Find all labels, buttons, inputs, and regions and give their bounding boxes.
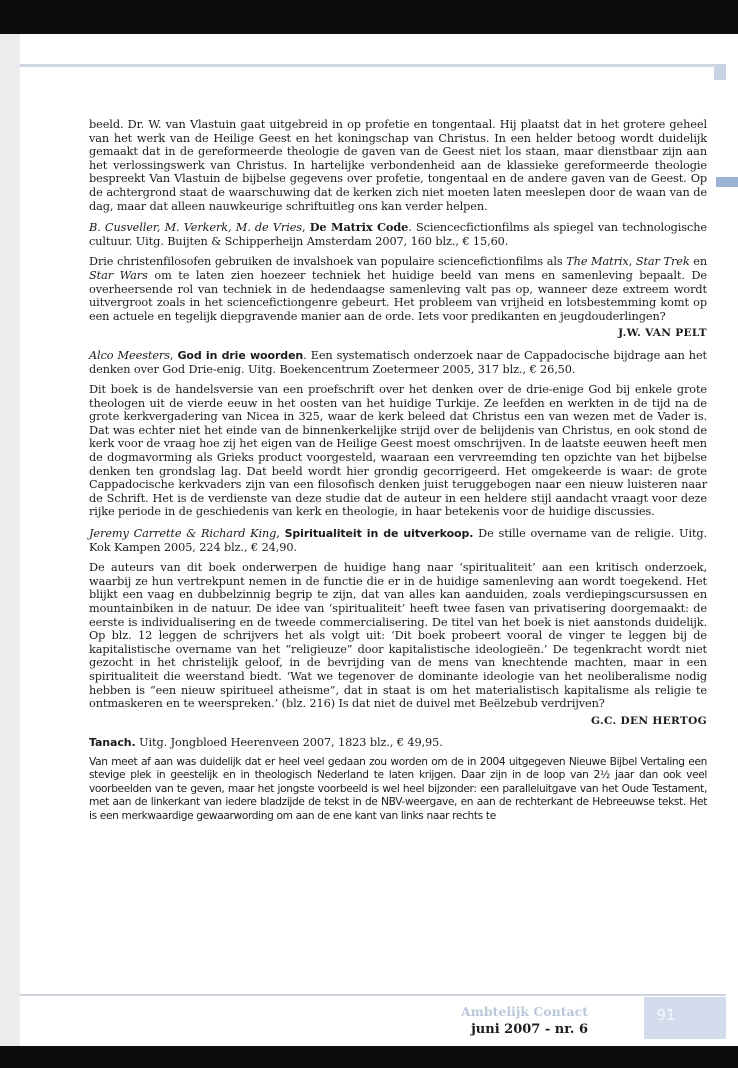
page-number: 91 — [656, 1006, 676, 1024]
review-title: Tanach. — [89, 736, 136, 750]
article-body — [89, 118, 707, 831]
scan-border-top — [0, 0, 738, 34]
review-body-god: Dit boek is de handelsversie van een proefschrift over het denken over de drie-enige God bij enkele grote theologen uit de vierde eeuw in het oosten van het huidige Turkije. Ze leefden en werkten in de tijd na de grote kerkvergadering van Nicea in 325, waar de kerk beleed dat Christus een van wezen met de Vader is. Dat was echter niet het einde van de binnenkerkelijke strijd over de belijdenis van Christus, en ook stond de kerk voor de vraag hoe zij het eigen van de Heilige Geest moest omschrijven. In de laatste eeuwen heeft men de dogmavorming als Grieks product voorgesteld, waaraan een vervreemding ten opzichte van het bijbelse denken ten grondslag lag. Dat beeld wordt hier grondig gecorrigeerd. Het omgekeerde is waar: de grote Cappadocische kerkvaders zijn van een filosofisch denken juist teruggebogen naar een nieuw luisteren naar de Schrift. Het is de verdienste van deze studie dat de auteur in een heldere stijl aandacht vraagt voor deze rijke periode in de geschiedenis van kerk en theologie, in haar betekenis voor de huidige discussies. — [89, 383, 707, 519]
margin-marker — [716, 177, 738, 187]
review-details: . Een systematisch onderzoek naar de Cappadocische bijdrage aan het denken over God Drie-enig. Uitg. Boekencentrum Zoetermeer 2005, 317 blz., € 26,50. — [89, 348, 707, 376]
review-title: Spiritualiteit in de uitverkoop. — [284, 527, 474, 541]
review-heading-tanach — [89, 736, 707, 750]
scan-border-bottom — [0, 1046, 738, 1068]
review-heading-spiritualiteit: Jeremy Carrette & Richard King, Spiritualiteit in de uitverkoop. De stille overname van de religie. Uitg. Kok Kampen 2005, 224 blz., € 24,90. — [89, 527, 708, 554]
review-heading-god: Alco Meesters, God in drie woorden. Een systematisch onderzoek naar de Cappadocische bijdrage aan het denken over God Drie-enig. Uitg. Boekencentrum Zoetermeer 2005, 317 blz., € 26,50. — [89, 348, 707, 376]
header-rule-end — [714, 64, 726, 80]
reviewer-signature: J.W. VAN PELT — [618, 327, 707, 340]
review-body-tanach: Van meet af aan was duidelijk dat er heel veel gedaan zou worden om de in 2004 uitgegeven Nieuwe Bijbel Vertaling een stevige plek in geestelijk en in theologisch Nederland te laten krijgen. Daar zijn in de loop van 2½ jaar dan ook veel voorbeelden van te geven, maar het jongste voorbeeld is wel heel bijzonder: een paralleluitgave van het Oude Testament, met aan de linkerkant van iedere bladzijde de tekst in de NBV-weergave, en aan de rechterkant de Hebreeuwse tekst. Het is een merkwaardige gewaarwording om aan de ene kant van links naar rechts te — [89, 755, 707, 822]
review-details: . Sciencecfictionfilms als spiegel van technologische cultuur. Uitg. Buijten & Schipperheijn Amsterdam 2007, 160 blz., € 15,60. — [89, 221, 708, 248]
review-body-spiritualiteit: De auteurs van dit boek onderwerpen de huidige hang naar ‘spiritualiteit’ aan een kritisch onderzoek, waarbij ze hun vertrekpunt nemen in de functie die er in de huidige samenleving aan wordt toegekend. Het blijkt een vaag en dubbelzinnig begrip te zijn, dat van alles kan aanduiden, zoals verdiepingscursussen en mountainbiken in de natuur. De idee van ‘spiritualiteit’ heeft twee fasen van privatisering doorgemaakt: de eerste is individualisering en de tweede commercialisering. De titel van het boek is niet aanstonds duidelijk. Op blz. 12 leggen de schrijvers het als volgt uit: ‘Dit boek probeert vooral de vinger te leggen bij de kapitalistische overname van het “religieuze” door kapitalistische ideologieën.’ De tegenkracht wordt niet gezocht in het christelijk geloof, in de bevrijding van de mens van knechtende machten, maar in een spiritualiteit die weerstand biedt. ‘Wat we tegenover de dominante ideologie van het neoliberalisme nodig hebben is “een nieuw spiritueel atheisme”, dat in staat is om het materialistisch kapitalisme als religie te ontmaskeren en te weerspreken.’ (blz. 216) Is dat niet de duivel met Beëlzebub verdrijven? — [89, 561, 707, 711]
header-rule — [20, 64, 726, 67]
review-authors: Alco Meesters — [89, 348, 170, 362]
footer-rule — [20, 994, 726, 996]
issue-label: juni 2007 - nr. 6 — [471, 1022, 588, 1037]
review-body-matrix: Drie christenfilosofen gebruiken de invalshoek van populaire sciencefictionfilms als The Matrix, Star Trek en Star Wars om te laten zien hoezeer techniek het huidige beeld van mens en samenleving bepaalt. De overheersende rol van techniek in de hedendaagse samenleving valt pas op, wanneer deze extreem wordt uitvergroot zoals in het sciencefictiongenre gebeurt. Het probleem van vrijheid en lotsbestemming komt op een actuele en tegelijk diepgravende manier aan de orde. Iets voor predikanten en jeugdouderlingen? — [89, 255, 707, 323]
review-heading-matrix: B. Cusveller, M. Verkerk, M. de Vries, De Matrix Code. Sciencecfictionfilms als spiegel van technologische cultuur. Uitg. Buijten & Schipperheijn Amsterdam 2007, 160 blz., € 15,60. — [89, 220, 708, 248]
review-title: God in drie woorden — [177, 348, 304, 362]
review-authors: B. Cusveller, M. Verkerk, M. de Vries — [89, 221, 302, 235]
review-title: De Matrix Code — [309, 220, 409, 235]
continuation-paragraph: beeld. Dr. W. van Vlastuin gaat uitgebreid in op profetie en tongentaal. Hij plaatst dat in het grotere geheel van het werk van de Heilige Geest en het koningschap van Christus. In een helder betoog wordt duidelijk gemaakt dat in de gereformeerde theologie de gaven van de Geest niet los staan, maar dienstbaar zijn aan het verlossingswerk van Christus. In hartelijke verbondenheid aan de klassieke gereformeerde theologie bespreekt Van Vlastuin de bijbelse gegevens over profetie, tongentaal en de andere gaven van de Geest. Op de achtergrond staat de waarschuwing dat de kerken zich niet moeten laten meeslepen door de waan van de dag, maar dat alleen nauwkeurige schriftuitleg ons kan verder helpen. — [89, 118, 707, 213]
review-details: Uitg. Jongbloed Heerenveen 2007, 1823 blz., € 49,95. — [135, 736, 443, 750]
review-details: De stille overname van de religie. Uitg. Kok Kampen 2005, 224 blz., € 24,90. — [89, 527, 708, 554]
review-authors: Jeremy Carrette & Richard King — [89, 527, 277, 541]
scan-border-left — [0, 34, 20, 1046]
journal-name: Ambtelijk Contact — [460, 1004, 588, 1019]
reviewer-signature: G.C. DEN HERTOG — [591, 714, 707, 727]
